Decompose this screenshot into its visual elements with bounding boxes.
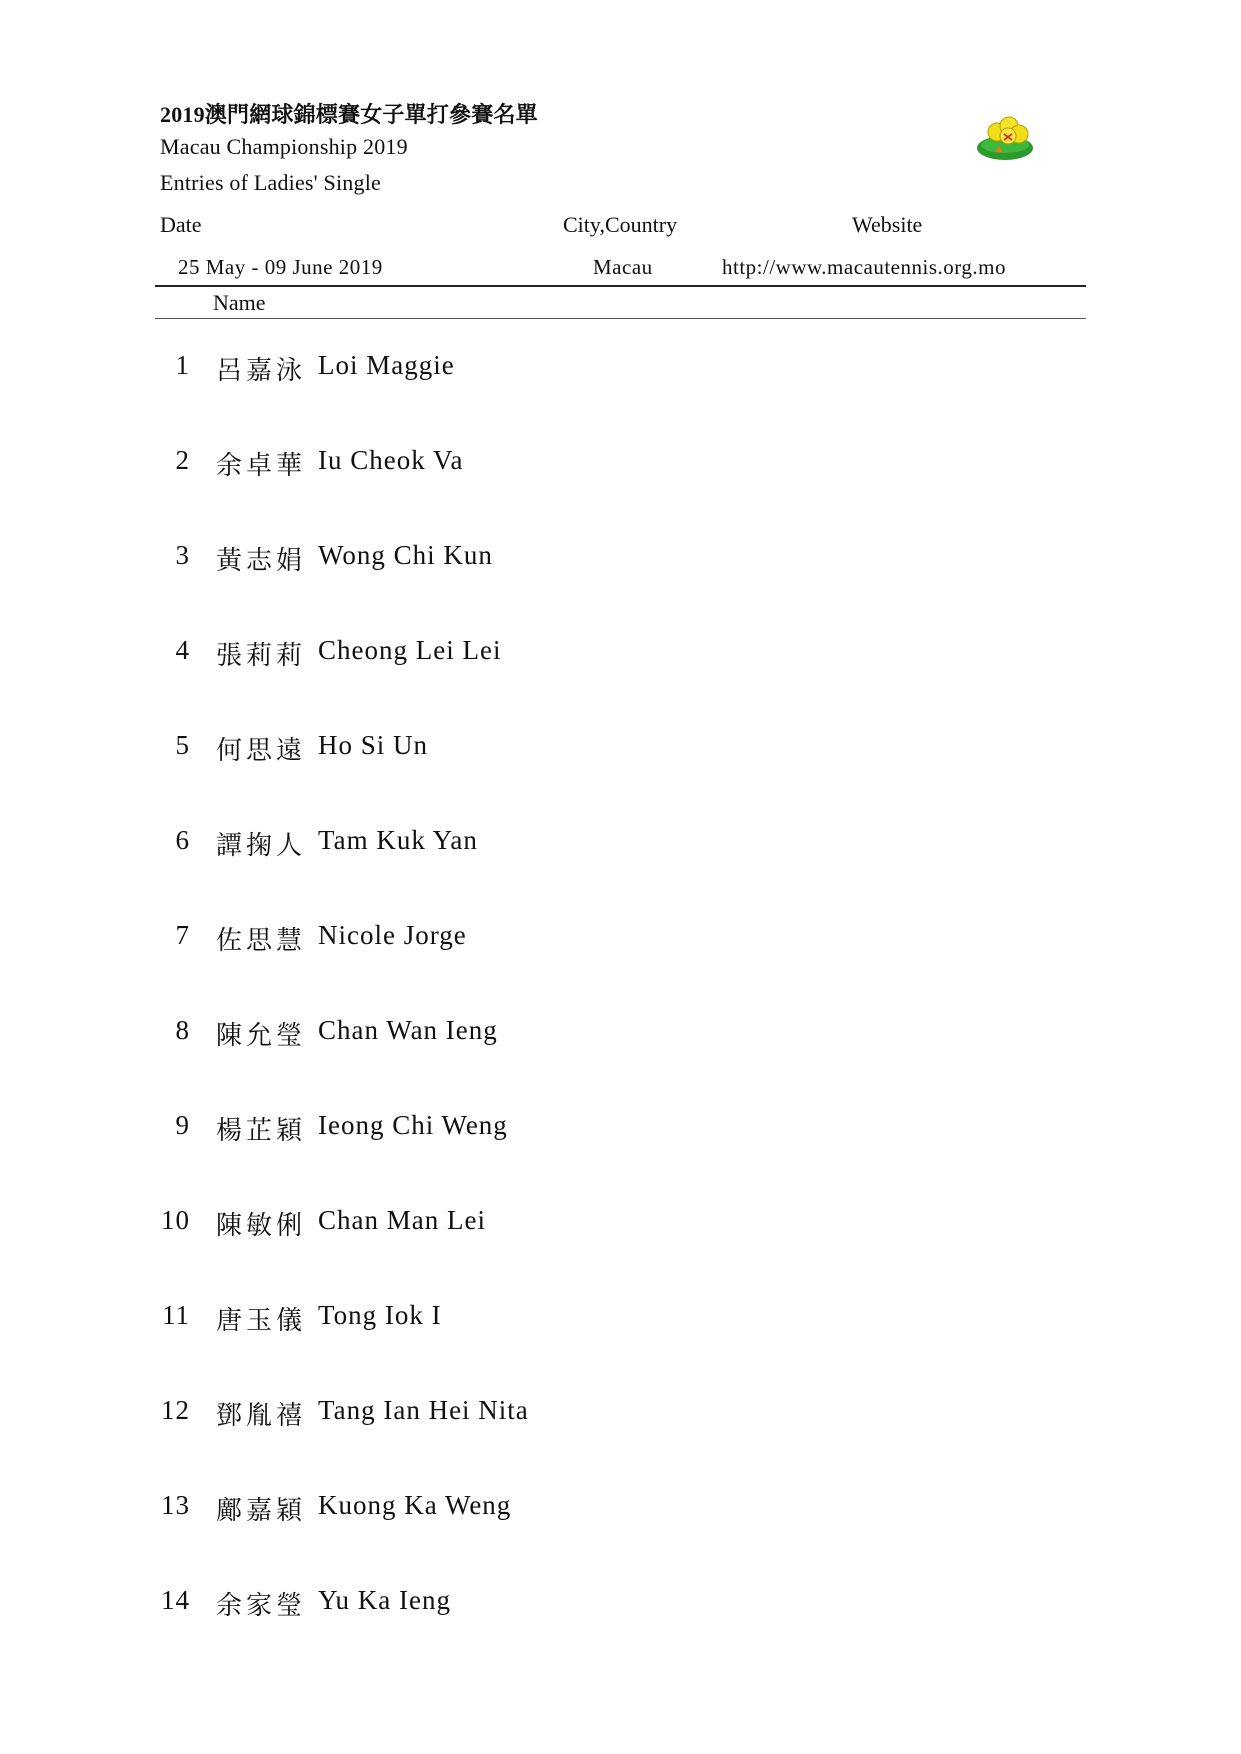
entry-name-english: Tam Kuk Yan [318,825,478,855]
entry-name-english: Loi Maggie [318,350,455,380]
entry-name-chinese: 陳敏俐 [216,1211,307,1241]
list-item [0,1585,800,1625]
list-item [0,1205,800,1245]
entry-name-english: Wong Chi Kun [318,540,493,570]
entry-name-english: Kuong Ka Weng [318,1490,512,1520]
entry-name-chinese: 譚掬人 [216,831,307,861]
entry-number: 4 [175,635,190,665]
list-item [0,540,800,580]
event-date: 25 May - 09 June 2019 [178,255,383,279]
event-city: Macau [593,255,653,279]
list-item [0,825,800,865]
event-website-link[interactable]: http://www.macautennis.org.mo [722,255,1006,279]
entry-number: 2 [175,445,190,475]
entry-name-english: Chan Man Lei [318,1205,486,1235]
entry-name-english: Nicole Jorge [318,920,467,950]
entry-name-chinese: 呂嘉泳 [216,356,307,386]
list-item [0,1490,800,1530]
column-header-website: Website [852,212,923,237]
entry-number: 5 [175,730,190,760]
column-header-city-country: City,Country [563,212,678,237]
list-item [0,1015,800,1055]
entry-name-english: Cheong Lei Lei [318,635,502,665]
entry-name-chinese: 余家瑩 [216,1591,307,1621]
list-item [0,350,800,390]
entry-name-chinese: 鄺嘉穎 [216,1496,307,1526]
entry-number: 7 [175,920,190,950]
entry-name-english: Chan Wan Ieng [318,1015,498,1045]
entry-number: 9 [175,1110,190,1140]
list-item [0,730,800,770]
entry-name-english: Tang Ian Hei Nita [318,1395,529,1425]
entry-name-chinese: 黃志娟 [216,546,307,576]
entry-name-chinese: 張莉莉 [216,641,307,671]
entry-name-chinese: 鄧胤禧 [216,1401,307,1431]
list-item [0,445,800,485]
entry-name-english: Ieong Chi Weng [318,1110,508,1140]
list-item [0,1110,800,1150]
list-item [0,1395,800,1435]
entry-name-chinese: 陳允瑩 [216,1021,307,1051]
entry-number: 3 [175,540,190,570]
entry-number: 11 [162,1300,190,1330]
entry-number: 1 [175,350,190,380]
title-chinese: 2019澳門網球錦標賽女子單打參賽名單 [160,102,538,127]
list-item [0,1300,800,1340]
title-english: Macau Championship 2019 [160,134,408,159]
entry-number: 10 [161,1205,190,1235]
column-header-name: Name [213,290,266,315]
entry-number: 12 [161,1395,190,1425]
subtitle: Entries of Ladies' Single [160,170,381,195]
entry-number: 13 [161,1490,190,1520]
entry-name-chinese: 唐玉儀 [216,1306,307,1336]
entry-name-english: Yu Ka Ieng [318,1585,451,1615]
list-item [0,635,800,675]
entry-name-chinese: 余卓華 [216,451,307,481]
entry-number: 6 [175,825,190,855]
column-header-date: Date [160,212,202,237]
list-item [0,920,800,960]
entry-name-chinese: 何思遠 [216,736,307,766]
entry-name-english: Tong Iok I [318,1300,442,1330]
entry-number: 14 [161,1585,190,1615]
entry-number: 8 [175,1015,190,1045]
entry-name-chinese: 楊芷穎 [216,1116,307,1146]
entry-name-chinese: 佐思慧 [216,926,307,956]
entry-name-english: Iu Cheok Va [318,445,464,475]
entry-name-english: Ho Si Un [318,730,429,760]
